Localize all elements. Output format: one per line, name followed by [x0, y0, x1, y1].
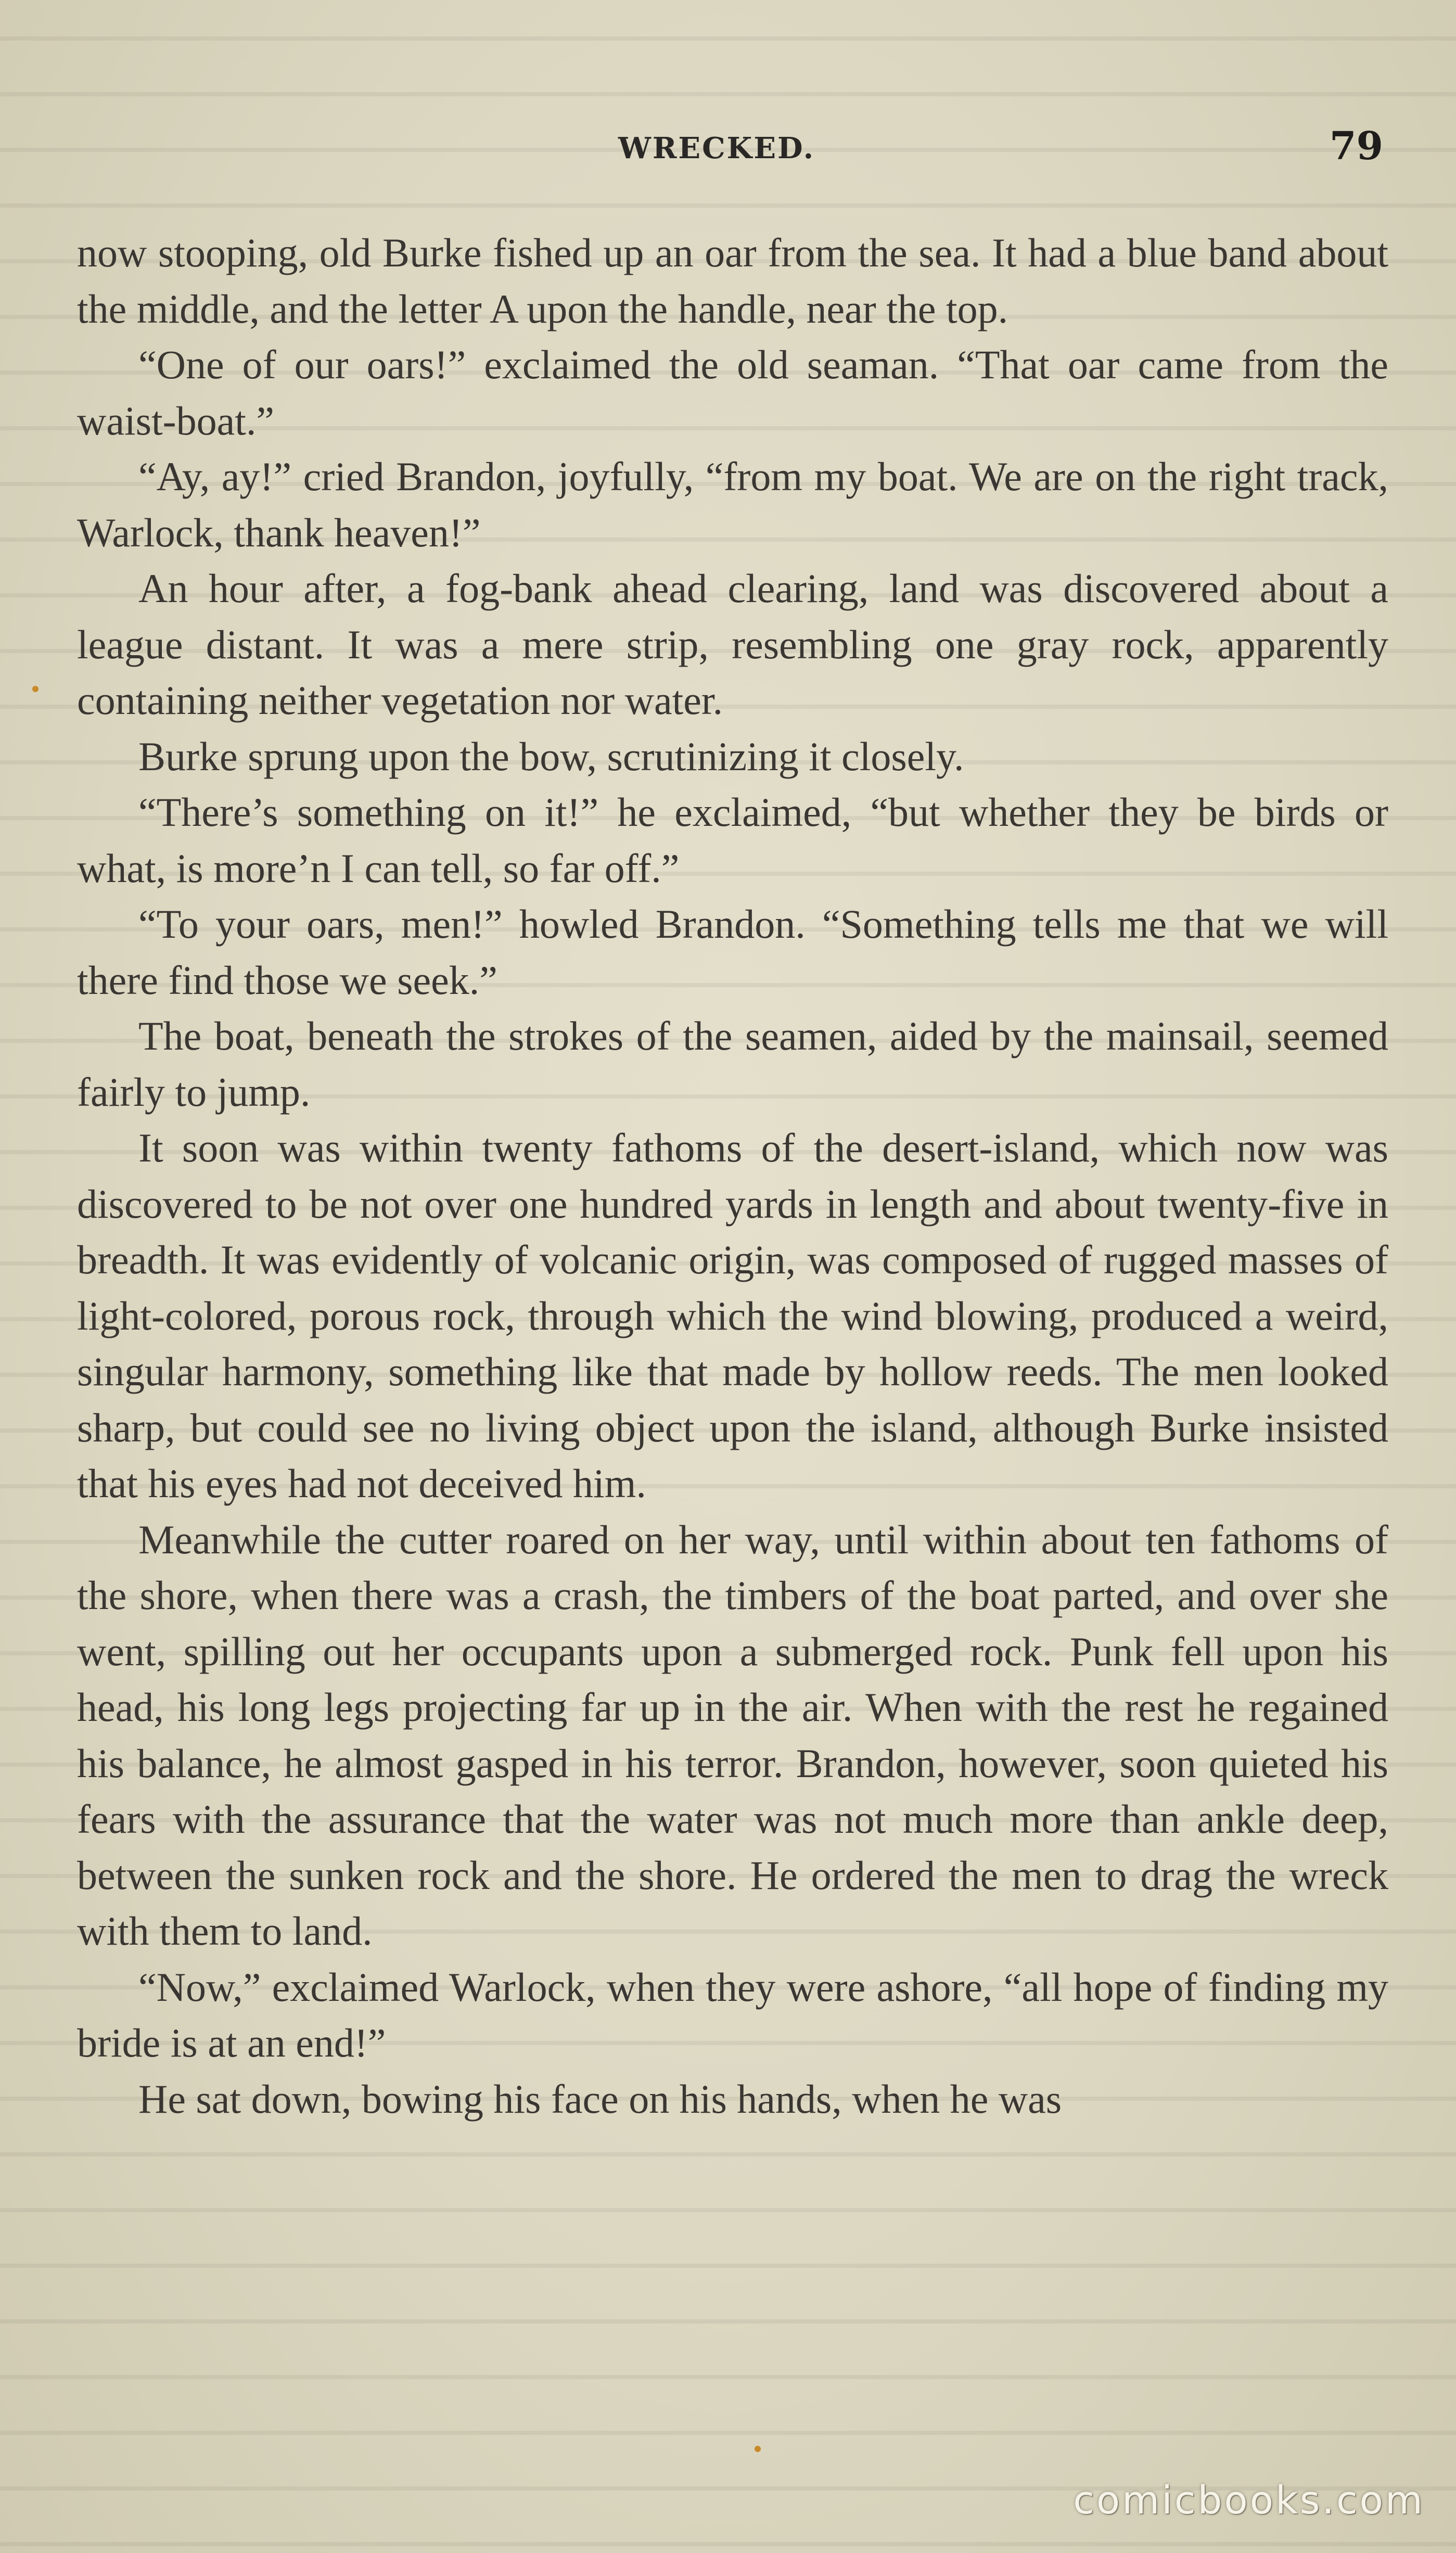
paper-speck: [32, 686, 39, 692]
paragraph: Burke sprung upon the bow, scrutinizing it closely.: [138, 733, 964, 779]
page-number: 79: [1330, 124, 1383, 169]
paragraph: It soon was within twenty fathoms of the desert-island, which now was discovered to be not over one hundred yards in length and about twenty-five in breadth. It was evidently of volcanic origin, was composed of rugged masses of light-colored, porous rock, through which the wind blowing, produced a weird, singular harmony, something like that made by hollow reeds. The men looked sharp, but could see no living object upon the island, although Burke insisted that his eyes had not deceived him.: [77, 1125, 1388, 1506]
paragraph: An hour after, a fog-bank ahead clearing, land was discovered about a league distant. It was a mere strip, resembling one gray rock, apparently containing neither vegetation nor water.: [77, 566, 1388, 723]
paragraph: “To your oars, men!” howled Brandon. “Something tells me that we will there find those we seek.”: [77, 901, 1388, 1003]
watermark: comicbooks.com: [1073, 2478, 1425, 2523]
page-header: [0, 124, 1456, 171]
paragraph: He sat down, bowing his face on his hands, when he was: [138, 2076, 1062, 2122]
paper-speck: [755, 2446, 761, 2452]
body-text: [77, 225, 1388, 2127]
paragraph: now stooping, old Burke fished up an oar from the sea. It had a blue band about the middle, and the letter A upon the handle, near the top.: [77, 230, 1388, 331]
running-head: WRECKED.: [618, 131, 815, 165]
paragraph: “Now,” exclaimed Warlock, when they were ashore, “all hope of finding my bride is at an end!”: [77, 1964, 1388, 2065]
paragraph: Meanwhile the cutter roared on her way, until within about ten fathoms of the shore, when there was a crash, the timbers of the boat parted, and over she went, spilling out her occupants upon a submerged rock. Punk fell upon his head, his long legs projecting far up in the air. When with the rest he regained his balance, he almost gasped in his terror. Brandon, however, soon quieted his fears with the assurance that the water was not much more than ankle deep, between the sunken rock and the shore. He ordered the men to drag the wreck with them to land.: [77, 1516, 1388, 1954]
paragraph: “One of our oars!” exclaimed the old seaman. “That oar came from the waist-boat.”: [77, 342, 1388, 443]
paragraph: “There’s something on it!” he exclaimed, “but whether they be birds or what, is more’n I can tell, so far off.”: [77, 789, 1388, 891]
paragraph: The boat, beneath the strokes of the seamen, aided by the mainsail, seemed fairly to jump.: [77, 1013, 1388, 1115]
paragraph: “Ay, ay!” cried Brandon, joyfully, “from my boat. We are on the right track, Warlock, thank heaven!”: [77, 454, 1388, 555]
